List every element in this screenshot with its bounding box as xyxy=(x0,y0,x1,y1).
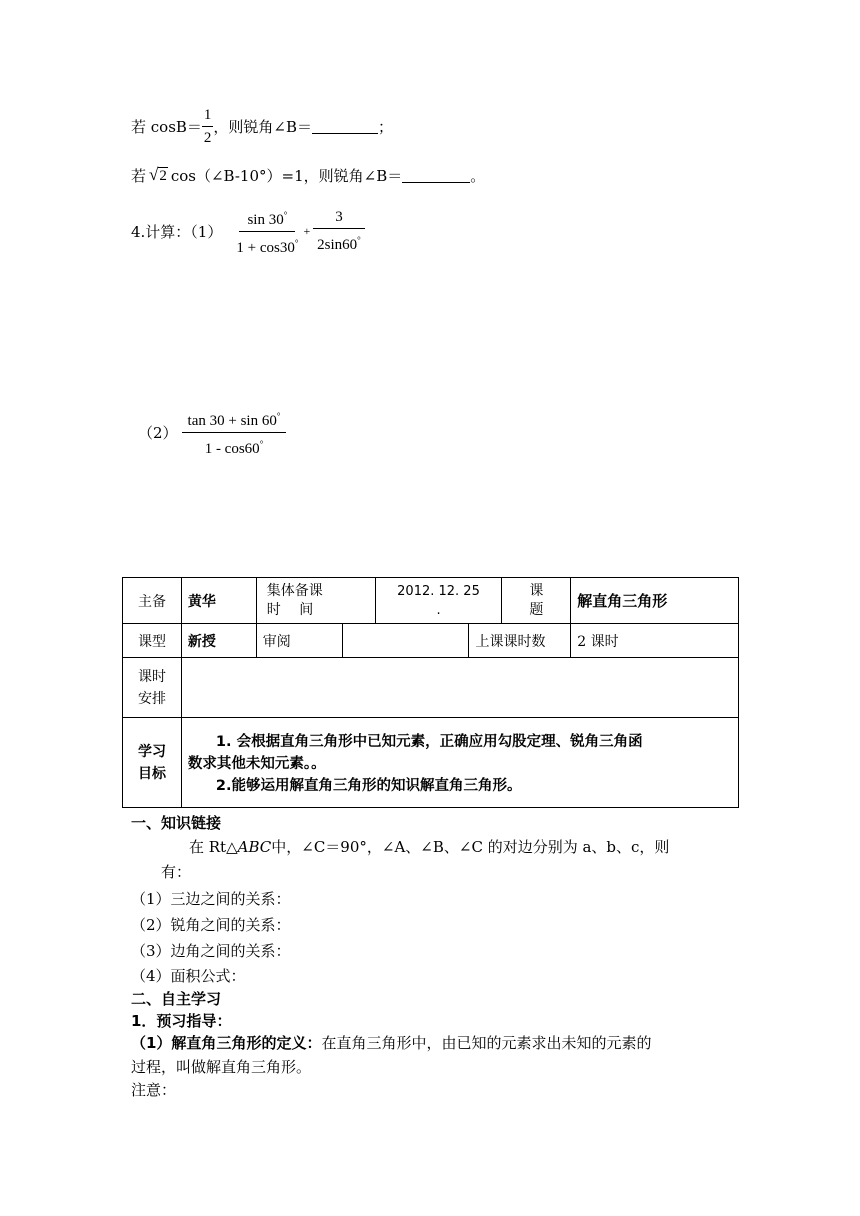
question-sqrt2-cos xyxy=(131,162,485,188)
question-4-part-1 xyxy=(131,206,365,256)
section1-intro: 在 Rt△ABC中，∠C＝90°，∠A、∠B、∠C 的对边分别为 a、b、c，则 xyxy=(189,838,670,856)
section-title-knowledge-link: 一、知识链接 xyxy=(131,814,222,832)
fraction-numerator: tan 30 + sin 60° xyxy=(182,405,287,433)
table-cell-preparer: 黄华 xyxy=(181,578,256,624)
list-item: （3）边角之间的关系： xyxy=(131,942,291,960)
table-cell-label-prep-time: 集体备课 时 间 xyxy=(256,578,375,624)
fraction-denominator: 2sin60° xyxy=(317,235,361,253)
question-4-label-2: （2） xyxy=(138,423,178,442)
question-4-part-2 xyxy=(138,407,286,457)
objective-line: 1. 会根据直角三角形中已知元素，正确应用勾股定理、锐角三角函 xyxy=(215,733,643,750)
fraction-3-over-2sin60 xyxy=(313,206,365,256)
table-cell-label-type: 课型 xyxy=(123,624,182,658)
objective-line: 2.能够运用解直角三角形的知识解直角三角形。 xyxy=(215,777,522,794)
fraction-denominator: 2 xyxy=(203,129,212,146)
table-cell-review xyxy=(342,624,469,658)
radical-sign: √ xyxy=(149,165,159,184)
question-4-label: 4.计算：（1） xyxy=(131,222,223,241)
radicand: 2 xyxy=(159,168,167,184)
lesson-info-table xyxy=(122,577,739,808)
fraction-tan30-plus-sin60-over-1-minus-cos60 xyxy=(182,405,287,460)
fraction-denominator: 1 + cos30° xyxy=(236,237,299,256)
definition-text: 在直角三角形中，由已知的元素求出未知的元素的 xyxy=(321,1034,652,1052)
table-cell-schedule xyxy=(181,658,738,718)
definition-term: （1）解直角三角形的定义： xyxy=(131,1034,322,1052)
table-row xyxy=(123,624,739,658)
section-title-self-study: 二、自主学习 xyxy=(131,990,222,1008)
table-cell-lesson-count: 2 课时 xyxy=(571,624,739,658)
question-cos-b-end: ； xyxy=(378,117,394,136)
question-sqrt2-end: 。 xyxy=(470,166,486,185)
question-sqrt2-body: cos（∠B-10°）=1，则锐角∠B＝ xyxy=(170,166,403,185)
fraction-numerator: 1 xyxy=(202,104,214,127)
question-sqrt2-prefix: 若 xyxy=(131,166,147,185)
table-row xyxy=(123,578,739,624)
table-cell-label-review: 审阅 xyxy=(256,624,342,658)
list-item: （1）三边之间的关系： xyxy=(131,890,291,908)
question-cos-b xyxy=(131,101,393,151)
note-label: 注意： xyxy=(131,1081,177,1099)
table-cell-label-lesson-count: 上课课时数 xyxy=(469,624,571,658)
question-cos-b-suffix: ，则锐角∠B＝ xyxy=(213,117,313,136)
table-cell-date: 2012. 12. 25 . xyxy=(375,578,502,624)
question-cos-b-prefix: 若 cosB＝ xyxy=(131,117,202,136)
table-cell-label-schedule: 课时 安排 xyxy=(123,658,182,718)
table-cell-label-objectives: 学习 目标 xyxy=(123,718,182,808)
table-cell-label-topic: 课 题 xyxy=(502,578,571,624)
list-item: （2）锐角之间的关系： xyxy=(131,916,291,934)
list-item: （4）面积公式： xyxy=(131,967,246,985)
objective-line: 数求其他未知元素。。 xyxy=(187,755,326,772)
definition-paragraph xyxy=(131,1032,651,1053)
table-cell-topic: 解直角三角形 xyxy=(571,578,739,624)
answer-blank xyxy=(312,118,378,134)
fraction-sin30-over-1pluscos30 xyxy=(234,204,300,259)
fraction-denominator: 1 - cos60° xyxy=(204,438,264,457)
fraction-numerator: 3 xyxy=(313,206,365,229)
preview-guide-heading: 1．预习指导： xyxy=(131,1012,232,1030)
table-row xyxy=(123,718,739,808)
fraction-one-half xyxy=(202,104,214,149)
plus-sign: + xyxy=(303,223,311,238)
table-cell-label-preparer: 主备 xyxy=(123,578,182,624)
table-row xyxy=(123,658,739,718)
sqrt-symbol xyxy=(149,165,168,185)
table-cell-objectives xyxy=(181,718,738,808)
table-cell-type: 新授 xyxy=(181,624,256,658)
fraction-numerator: sin 30° xyxy=(239,204,295,232)
definition-paragraph-continued: 过程，叫做解直角三角形。 xyxy=(131,1058,312,1076)
answer-blank xyxy=(402,167,470,183)
section1-intro-continued: 有： xyxy=(161,863,192,881)
